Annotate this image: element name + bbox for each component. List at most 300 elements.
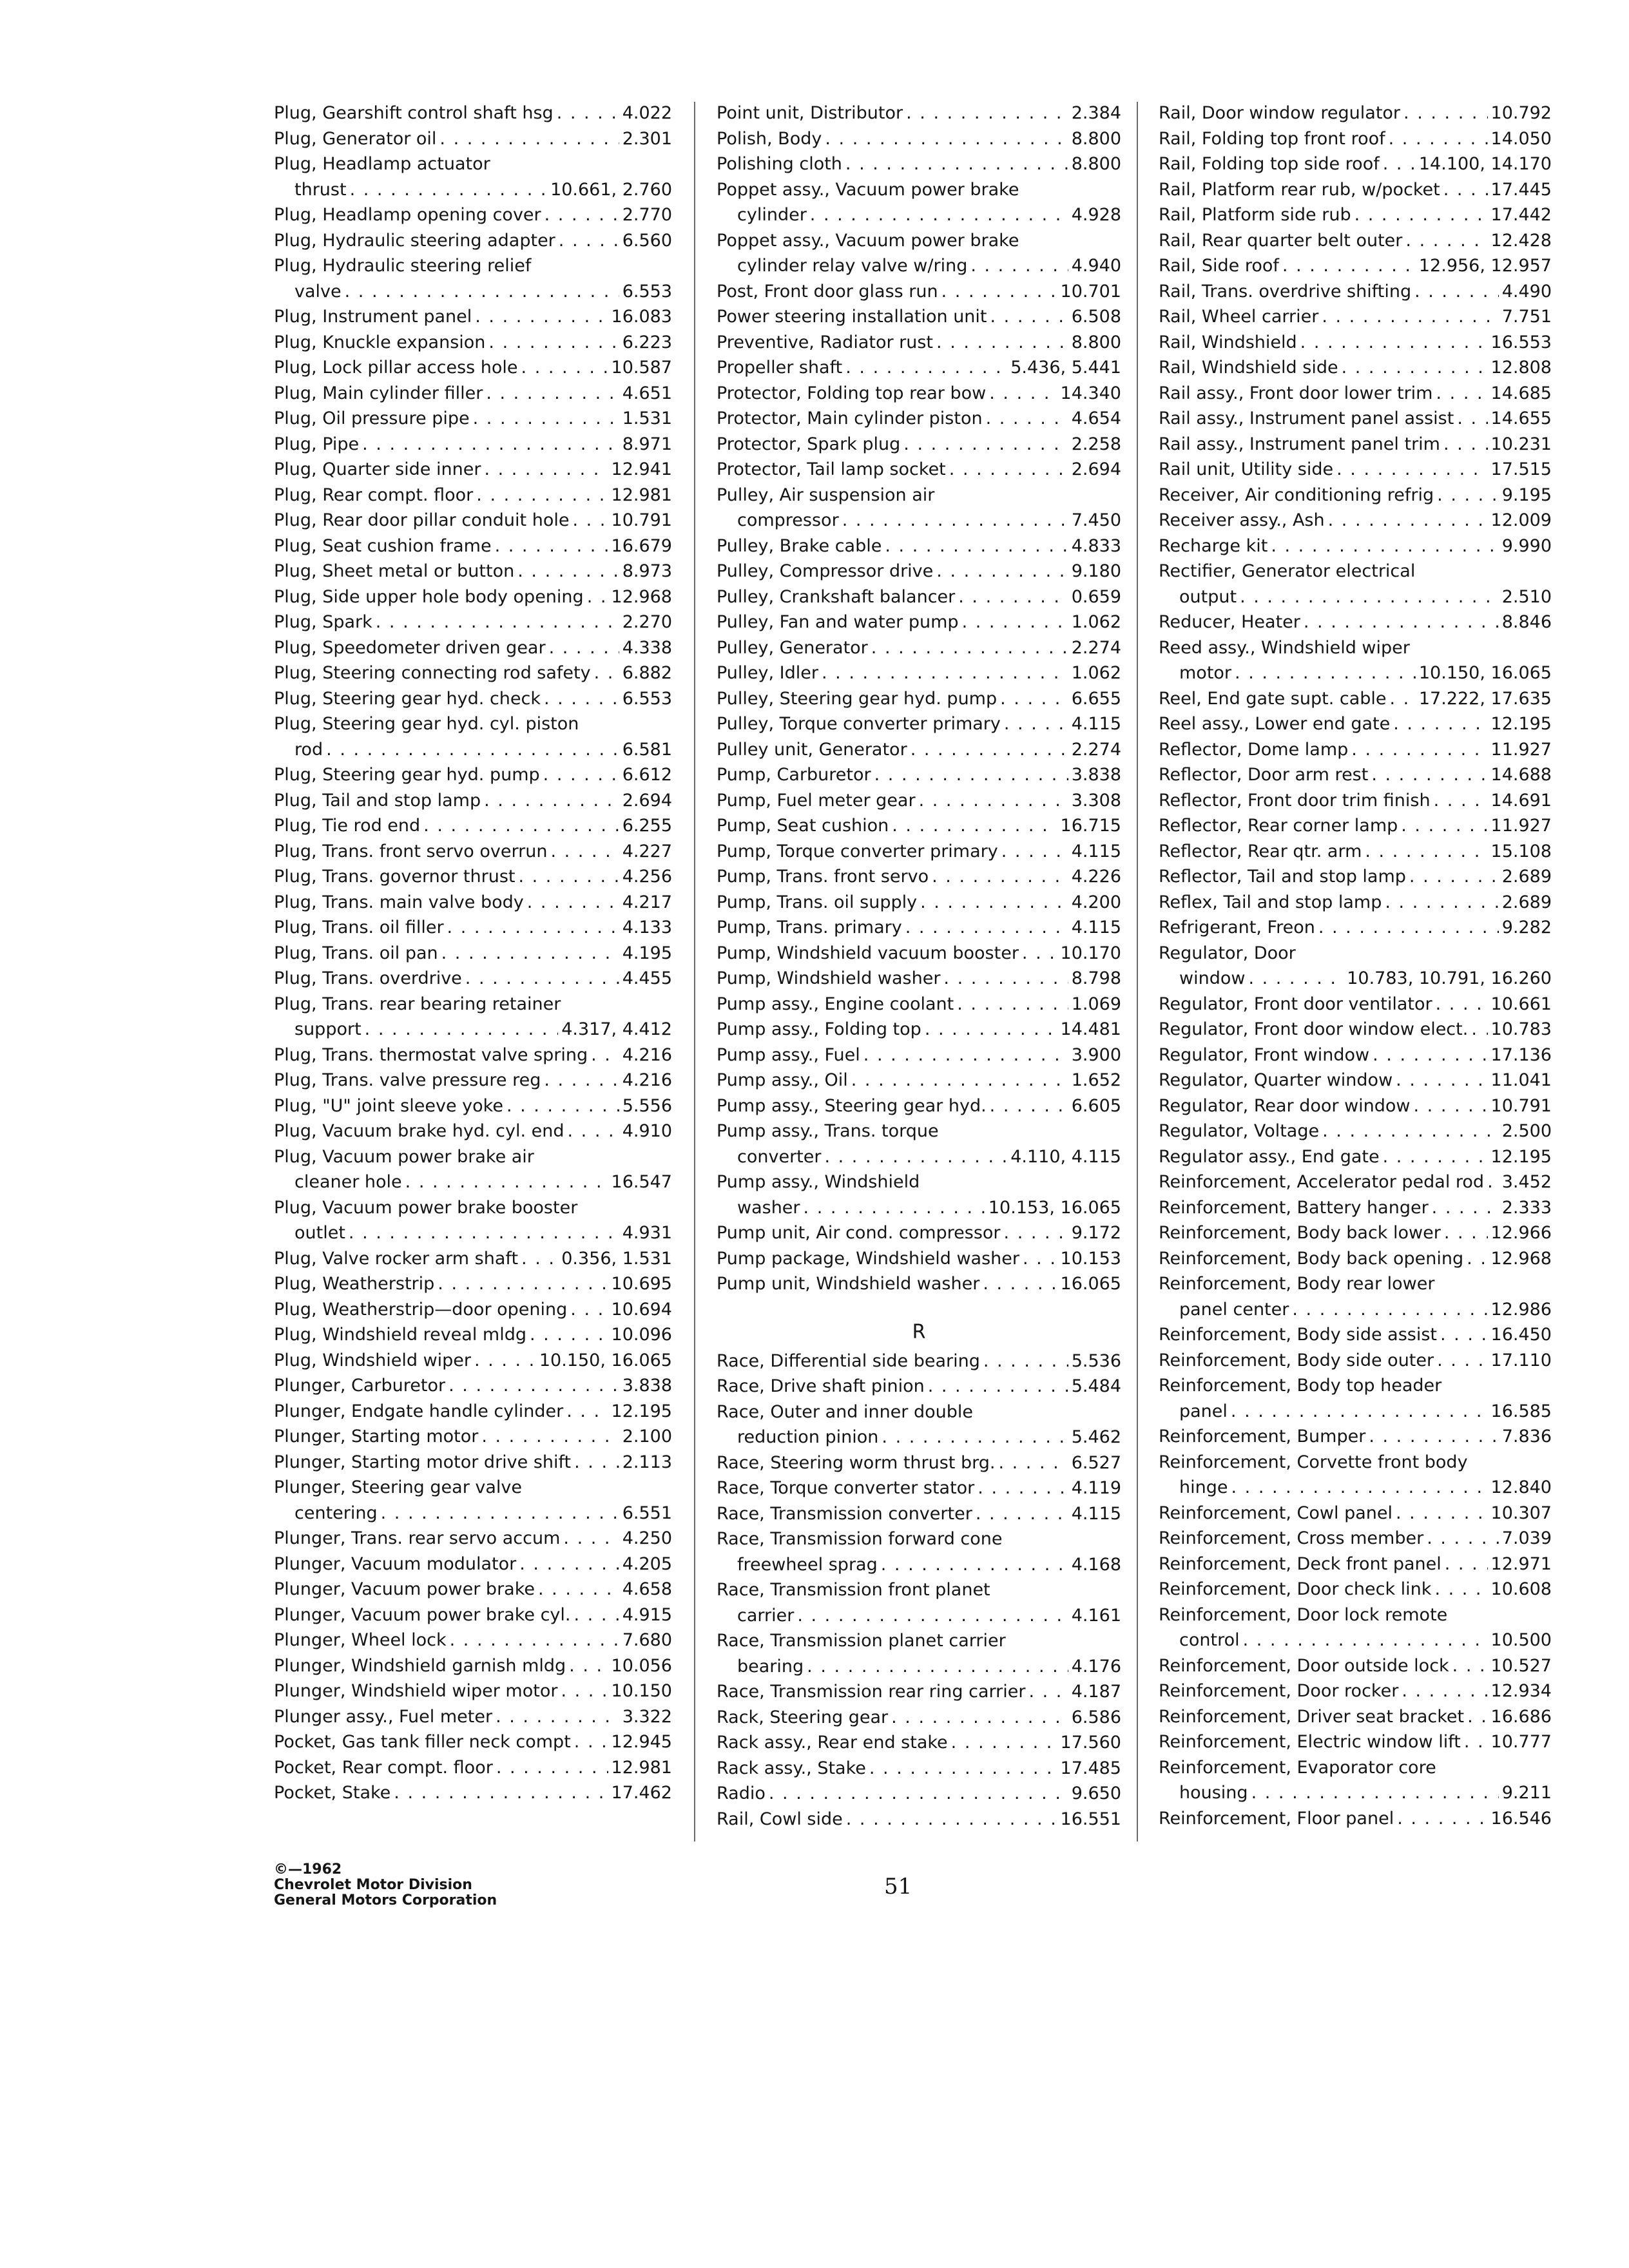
index-entry [1159, 1297, 1552, 1323]
entry-text: Pocket, Stake [274, 1783, 391, 1803]
entry-page-ref: 11.927 [1490, 739, 1552, 760]
leader-dots [484, 457, 608, 483]
index-heading [274, 1195, 672, 1221]
entry-page-ref: 12.840 [1490, 1477, 1552, 1497]
entry-page-ref: 4.928 [1071, 205, 1121, 225]
leader-dots [1402, 1678, 1487, 1704]
entry-text: housing [1179, 1783, 1248, 1803]
entry-text: Pulley, Crankshaft balancer [717, 586, 956, 607]
entry-text: Plug, Quarter side inner [274, 459, 481, 479]
leader-dots [1328, 508, 1488, 533]
index-entry [274, 660, 672, 686]
entry-text: control [1179, 1630, 1240, 1650]
index-entry [274, 304, 672, 330]
entry-text: Plug, Rear door pillar conduit hole [274, 510, 570, 530]
entry-text: Post, Front door glass run [717, 281, 938, 302]
index-entry [1159, 1093, 1552, 1119]
entry-text: Regulator assy., End gate [1159, 1146, 1380, 1167]
index-entry [1159, 1017, 1552, 1043]
index-entry [717, 1475, 1121, 1501]
index-entry [717, 610, 1121, 635]
entry-text: Plunger, Starting motor drive shift [274, 1452, 572, 1472]
index-entry [1159, 788, 1552, 814]
leader-dots [441, 941, 619, 966]
leader-dots [911, 737, 1068, 763]
entry-text: Reinforcement, Evaporator core [1159, 1757, 1436, 1778]
index-heading [717, 1526, 1121, 1552]
leader-dots [970, 253, 1068, 279]
entry-page-ref: 16.679 [611, 535, 672, 556]
index-entry [274, 1602, 672, 1628]
index-entry [274, 508, 672, 533]
leader-dots [1405, 228, 1487, 254]
leader-dots [481, 1424, 619, 1450]
leader-dots [518, 864, 619, 890]
entry-text: Regulator, Door [1159, 943, 1296, 963]
entry-text: Pulley, Torque converter primary [717, 714, 1001, 734]
index-entry [1159, 737, 1552, 763]
entry-page-ref: 17.442 [1490, 205, 1552, 225]
index-entry [274, 330, 672, 356]
entry-text: Pulley, Brake cable [717, 535, 882, 556]
entry-text: Plug, Pipe [274, 434, 360, 454]
entry-text: Pump unit, Air cond. compressor [717, 1223, 1001, 1243]
entry-page-ref: 12.934 [1490, 1681, 1552, 1701]
entry-text: Plunger, Carburetor [274, 1376, 446, 1396]
leader-dots [936, 330, 1068, 356]
index-entry [717, 1425, 1121, 1450]
leader-dots [1396, 1501, 1488, 1526]
entry-page-ref: 2.689 [1501, 867, 1552, 887]
index-entry [717, 202, 1121, 228]
index-entry [717, 941, 1121, 966]
leader-dots [874, 762, 1068, 788]
entry-page-ref: 6.882 [622, 663, 672, 683]
index-heading [274, 253, 672, 279]
leader-dots [824, 1144, 1007, 1170]
leader-dots [563, 1526, 619, 1552]
entry-page-ref: 3.452 [1501, 1172, 1552, 1192]
entry-page-ref: 14.481 [1060, 1019, 1121, 1039]
entry-text: Pulley, Compressor drive [717, 561, 934, 581]
index-entry [717, 1144, 1121, 1170]
index-entry [717, 304, 1121, 330]
entry-page-ref: 4.317, 4.412 [561, 1019, 672, 1039]
entry-page-ref: 12.195 [1490, 714, 1552, 734]
leader-dots [495, 533, 608, 559]
leader-dots [476, 483, 608, 508]
entry-text: Race, Transmission planet carrier [717, 1631, 1006, 1651]
entry-text: panel [1179, 1401, 1228, 1421]
entry-text: Pulley, Fan and water pump [717, 612, 959, 632]
entry-text: Plug, Steering gear hyd. cyl. piston [274, 714, 579, 734]
index-entry [1159, 406, 1552, 432]
index-heading [717, 1628, 1121, 1654]
index-entry [274, 1348, 672, 1374]
entry-text: Plug, Trans. oil pan [274, 943, 438, 963]
index-entry [1159, 1501, 1552, 1526]
entry-text: Plunger, Windshield garnish mldg [274, 1655, 566, 1676]
index-entry [274, 101, 672, 126]
leader-dots [1001, 839, 1068, 865]
index-entry [1159, 330, 1552, 356]
leader-dots [1436, 381, 1487, 407]
entry-text: Pump, Torque converter primary [717, 841, 998, 861]
entry-page-ref: 6.612 [622, 765, 672, 785]
entry-text: Reinforcement, Door check link [1159, 1579, 1432, 1599]
leader-dots [1443, 432, 1488, 457]
leader-dots [1444, 1220, 1488, 1246]
entry-page-ref: 2.384 [1071, 103, 1121, 123]
index-entry [274, 1628, 672, 1653]
entry-text: Rail, Windshield side [1159, 358, 1338, 378]
entry-page-ref: 4.226 [1071, 867, 1121, 887]
entry-text: Race, Torque converter stator [717, 1478, 975, 1498]
index-heading [1159, 1450, 1552, 1475]
entry-page-ref: 17.136 [1490, 1044, 1552, 1065]
entry-page-ref: 16.551 [1060, 1809, 1121, 1829]
index-column-3 [1159, 101, 1552, 1831]
entry-page-ref: 4.168 [1071, 1554, 1121, 1575]
leader-dots [769, 1781, 1068, 1807]
entry-text: Plug, Trans. valve pressure reg [274, 1070, 541, 1090]
leader-dots [345, 279, 619, 305]
entry-text: Pump, Seat cushion [717, 816, 889, 836]
index-entry [717, 1093, 1121, 1119]
entry-page-ref: 5.556 [622, 1095, 672, 1116]
leader-dots [561, 1678, 608, 1704]
leader-dots [943, 966, 1068, 992]
entry-text: Race, Transmission forward cone [717, 1529, 1003, 1549]
entry-page-ref: 3.838 [1071, 765, 1121, 785]
entry-text: Reinforcement, Battery hanger [1159, 1197, 1429, 1218]
entry-page-ref: 5.536 [1071, 1350, 1121, 1371]
entry-page-ref: 8.800 [1071, 154, 1121, 174]
leader-dots [1322, 1119, 1499, 1144]
index-heading [717, 1169, 1121, 1195]
entry-page-ref: 4.022 [622, 103, 672, 123]
entry-page-ref: 12.956, 12.957 [1418, 256, 1552, 276]
entry-page-ref: 9.211 [1501, 1783, 1552, 1803]
index-entry [274, 1220, 672, 1246]
leader-dots [1365, 839, 1487, 865]
leader-dots [543, 762, 619, 788]
leader-dots [903, 432, 1068, 457]
leader-dots [1022, 941, 1057, 966]
entry-text: freewheel sprag [737, 1554, 878, 1575]
entry-text: Poppet assy., Vacuum power brake [717, 179, 1019, 200]
leader-dots [1467, 1246, 1487, 1272]
leader-dots [983, 1271, 1057, 1297]
entry-page-ref: 5.484 [1071, 1376, 1121, 1396]
entry-text: Rail, Wheel carrier [1159, 307, 1319, 327]
entry-text: Reflector, Front door trim finish [1159, 790, 1431, 811]
entry-text: Plug, Vacuum brake hyd. cyl. end [274, 1121, 564, 1141]
index-entry [1159, 1475, 1552, 1501]
entry-text: Plug, Hydraulic steering relief [274, 256, 532, 276]
entry-text: Rail, Windshield [1159, 332, 1297, 352]
leader-dots [1445, 1552, 1488, 1577]
entry-page-ref: 12.968 [1490, 1248, 1552, 1269]
leader-dots [1401, 813, 1487, 839]
leader-dots [484, 788, 619, 814]
leader-dots [1235, 660, 1416, 686]
entry-page-ref: 14.688 [1490, 765, 1552, 785]
entry-text: Regulator, Front window [1159, 1044, 1370, 1065]
entry-page-ref: 6.605 [1071, 1095, 1121, 1116]
entry-text: carrier [737, 1605, 795, 1626]
entry-text: Plug, Gearshift control shaft hsg [274, 103, 554, 123]
index-entry [274, 177, 672, 203]
entry-page-ref: 6.223 [622, 332, 672, 352]
entry-text: Pump, Windshield washer [717, 968, 941, 988]
footer-division: Chevrolet Motor Division [274, 1877, 472, 1893]
entry-text: Reflector, Rear qtr. arm [1159, 841, 1362, 861]
entry-text: reduction pinion [737, 1427, 879, 1447]
entry-page-ref: 16.553 [1490, 332, 1552, 352]
entry-text: Reinforcement, Body back opening [1159, 1248, 1464, 1269]
entry-text: Pocket, Gas tank filler neck compt [274, 1732, 571, 1752]
entry-text: hinge [1179, 1477, 1228, 1497]
index-heading [1159, 1373, 1552, 1399]
index-entry [1159, 1552, 1552, 1577]
column-rule [694, 102, 695, 1841]
leader-dots [1452, 1653, 1488, 1679]
entry-text: Plug, Trans. overdrive [274, 968, 462, 988]
index-entry [274, 126, 672, 152]
index-entry [717, 1705, 1121, 1731]
entry-text: Reinforcement, Corvette front body [1159, 1452, 1468, 1472]
entry-page-ref: 4.915 [622, 1604, 672, 1625]
leader-dots [1004, 711, 1068, 737]
leader-dots [949, 457, 1068, 483]
entry-page-ref: 10.096 [611, 1325, 672, 1345]
entry-text: Receiver assy., Ash [1159, 510, 1325, 530]
entry-page-ref: 8.846 [1501, 612, 1552, 632]
index-entry [1159, 711, 1552, 737]
entry-text: Reinforcement, Cowl panel [1159, 1503, 1393, 1523]
entry-page-ref: 7.836 [1501, 1427, 1552, 1446]
index-entry [717, 737, 1121, 763]
entry-text: Pump, Trans. oil supply [717, 892, 918, 912]
entry-page-ref: 4.110, 4.115 [1010, 1146, 1121, 1167]
index-entry [274, 788, 672, 814]
entry-text: Plug, Vacuum power brake booster [274, 1197, 578, 1218]
leader-dots [1437, 1348, 1487, 1374]
index-entry [274, 1322, 672, 1348]
leader-dots [486, 381, 619, 407]
entry-text: Plug, Trans. rear bearing retainer [274, 994, 561, 1014]
index-entry [274, 1653, 672, 1679]
index-entry [1159, 762, 1552, 788]
index-entry [717, 253, 1121, 279]
index-entry [1159, 1220, 1552, 1246]
leader-dots [845, 355, 1007, 381]
index-entry [717, 432, 1121, 457]
index-entry [1159, 1577, 1552, 1602]
entry-text: Plunger, Vacuum power brake cyl. [274, 1604, 571, 1625]
entry-page-ref: 14.100, 14.170 [1418, 154, 1552, 174]
entry-text: Reinforcement, Body back lower [1159, 1223, 1441, 1243]
index-entry [274, 1119, 672, 1144]
entry-page-ref: 16.686 [1490, 1706, 1552, 1727]
index-entry [1159, 1780, 1552, 1806]
entry-page-ref: 10.792 [1490, 103, 1552, 123]
leader-dots [1383, 1144, 1488, 1170]
leader-dots [990, 304, 1068, 330]
entry-page-ref: 4.227 [622, 841, 672, 861]
leader-dots [1371, 762, 1487, 788]
leader-dots [1342, 355, 1488, 381]
index-entry [1159, 839, 1552, 865]
index-entry [274, 610, 672, 635]
index-heading [717, 1577, 1121, 1603]
entry-text: Plug, Generator oil [274, 128, 437, 149]
leader-dots [1434, 1577, 1487, 1602]
leader-dots [362, 432, 619, 457]
index-entry [717, 966, 1121, 992]
index-entry [717, 1195, 1121, 1221]
entry-page-ref: 4.133 [622, 918, 672, 937]
leader-dots [365, 1017, 559, 1043]
entry-text: Pump package, Windshield washer [717, 1248, 1019, 1269]
entry-text: Pocket, Rear compt. floor [274, 1757, 493, 1778]
index-entry [717, 1552, 1121, 1578]
index-entry [717, 126, 1121, 152]
entry-page-ref: 12.808 [1490, 358, 1552, 378]
leader-dots [869, 1756, 1057, 1782]
index-heading [1159, 1602, 1552, 1628]
index-entry [274, 1501, 672, 1526]
entry-page-ref: 15.108 [1490, 841, 1552, 861]
entry-text: Reinforcement, Deck front panel [1159, 1553, 1441, 1574]
entry-text: Power steering installation unit [717, 307, 987, 327]
index-entry [1159, 126, 1552, 152]
entry-page-ref: 12.981 [611, 1757, 672, 1778]
index-entry [1159, 1704, 1552, 1730]
entry-page-ref: 10.661 [1490, 994, 1552, 1014]
entry-page-ref: 4.910 [622, 1121, 672, 1141]
entry-text: Race, Steering worm thrust brg. [717, 1452, 996, 1473]
index-entry [274, 1399, 672, 1425]
index-heading [717, 177, 1121, 203]
index-entry [274, 635, 672, 661]
index-entry [1159, 966, 1552, 992]
entry-text: converter [737, 1146, 822, 1167]
index-entry [717, 762, 1121, 788]
index-entry [717, 1450, 1121, 1476]
entry-page-ref: 4.115 [1071, 714, 1121, 734]
index-entry [274, 1450, 672, 1475]
index-entry [717, 1603, 1121, 1629]
index-heading [274, 1475, 672, 1501]
leader-dots [574, 1729, 608, 1755]
index-entry [1159, 1043, 1552, 1068]
index-entry [1159, 304, 1552, 330]
entry-page-ref: 2.770 [622, 205, 672, 225]
leader-dots [557, 101, 619, 126]
entry-page-ref: 12.428 [1490, 230, 1552, 251]
leader-dots [962, 610, 1068, 635]
leader-dots [882, 1425, 1068, 1450]
index-entry [1159, 1526, 1552, 1552]
entry-page-ref: 16.065 [1060, 1274, 1121, 1294]
entry-text: Rack, Steering gear [717, 1707, 889, 1727]
index-heading [717, 228, 1121, 254]
index-entry [717, 279, 1121, 305]
entry-page-ref: 7.450 [1071, 510, 1121, 530]
entry-page-ref: 4.161 [1071, 1605, 1121, 1626]
index-entry [717, 839, 1121, 865]
entry-page-ref: 8.971 [622, 434, 672, 454]
leader-dots [447, 915, 619, 941]
index-entry [274, 1704, 672, 1730]
entry-page-ref: 2.274 [1071, 637, 1121, 658]
entry-page-ref: 1.062 [1071, 663, 1121, 683]
leader-dots [1028, 1679, 1068, 1705]
entry-page-ref: 4.833 [1071, 535, 1121, 556]
index-entry [1159, 151, 1552, 177]
entry-text: Protector, Folding top rear bow [717, 383, 987, 403]
entry-text: Reinforcement, Body side assist [1159, 1325, 1438, 1345]
index-entry [717, 1271, 1121, 1297]
entry-page-ref: 10.170 [1060, 943, 1121, 963]
leader-dots [1322, 304, 1498, 330]
index-entry [717, 890, 1121, 916]
index-entry [1159, 992, 1552, 1017]
leader-dots [1023, 1246, 1057, 1272]
index-entry [274, 483, 672, 508]
index-entry [274, 1246, 672, 1272]
index-entry [274, 864, 672, 890]
entry-page-ref: 12.945 [611, 1732, 672, 1752]
leader-dots [544, 686, 619, 712]
entry-page-ref: 17.445 [1490, 179, 1552, 200]
entry-page-ref: 9.172 [1071, 1223, 1121, 1243]
entry-text: Rail unit, Utility side [1159, 459, 1334, 479]
entry-text: Polish, Body [717, 128, 822, 149]
entry-text: Plug, Side upper hole body opening [274, 586, 584, 607]
entry-page-ref: 2.333 [1501, 1197, 1552, 1218]
entry-text: Rail assy., Instrument panel trim [1159, 434, 1440, 454]
entry-text: Pump assy., Windshield [717, 1172, 920, 1192]
index-entry [274, 457, 672, 483]
index-entry [1159, 1424, 1552, 1450]
index-entry [1159, 1322, 1552, 1348]
entry-page-ref: 11.927 [1490, 816, 1552, 836]
leader-dots [807, 1654, 1068, 1680]
entry-page-ref: 17.222, 17.635 [1418, 688, 1552, 709]
entry-page-ref: 6.581 [622, 739, 672, 760]
index-entry [717, 151, 1121, 177]
entry-text: Reflector, Door arm rest [1159, 765, 1369, 785]
entry-text: Plug, Hydraulic steering adapter [274, 230, 555, 251]
leader-dots [1414, 1093, 1488, 1119]
entry-text: Plug, Lock pillar access hole [274, 358, 518, 378]
index-entry [274, 1552, 672, 1577]
leader-dots [550, 839, 619, 865]
leader-dots [527, 890, 619, 916]
entry-page-ref: 10.056 [611, 1655, 672, 1676]
index-entry [1159, 864, 1552, 890]
index-entry [1159, 355, 1552, 381]
entry-page-ref: 10.150 [611, 1681, 672, 1701]
entry-page-ref: 4.658 [622, 1579, 672, 1599]
entry-page-ref: 10.791 [1490, 1095, 1552, 1116]
leader-dots [1437, 483, 1499, 508]
entry-text: Pump, Carburetor [717, 765, 871, 785]
leader-dots [845, 151, 1068, 177]
